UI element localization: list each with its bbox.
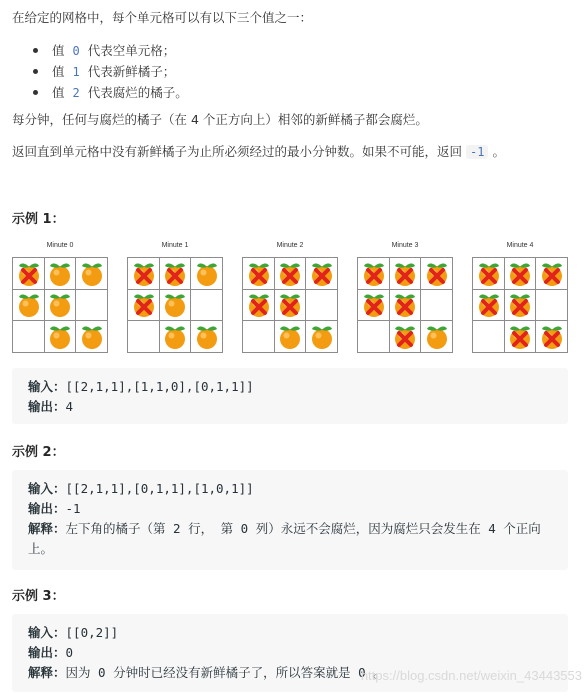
intro-text: 在给定的网格中，每个单元格可以有以下三个值之一： xyxy=(12,10,313,25)
grid-cell xyxy=(473,321,505,353)
grid-cell xyxy=(389,321,421,353)
orange-grid xyxy=(357,257,453,353)
grid-cell xyxy=(504,321,536,353)
grid-cell xyxy=(128,289,160,321)
example-3-heading: 示例 3： xyxy=(12,589,65,604)
minute-panel xyxy=(357,240,463,254)
grid-cell xyxy=(306,289,338,321)
grid-cell xyxy=(358,258,390,290)
grid-cell xyxy=(274,258,306,290)
value-list xyxy=(30,40,188,103)
minute-title: Minute 4 xyxy=(506,242,534,249)
example-1-code: 输入：[[2,1,1],[1,1,0],[0,1,1]] 输出：4 xyxy=(12,368,568,424)
minute-panel xyxy=(242,240,348,254)
minute-title: Minute 0 xyxy=(46,242,74,249)
grid-cell xyxy=(306,321,338,353)
inline-code: 0 xyxy=(72,44,80,58)
grid-cell xyxy=(76,289,108,321)
grid-cell xyxy=(358,321,390,353)
orange-grid xyxy=(242,257,338,353)
grid-cell xyxy=(421,258,453,290)
grid-cell xyxy=(76,258,108,290)
grid-cell xyxy=(159,289,191,321)
grid-cell xyxy=(44,289,76,321)
grid-cell xyxy=(13,258,45,290)
orange-grid xyxy=(127,257,223,353)
grid-cell xyxy=(13,289,45,321)
watermark: https://blog.csdn.net/weixin_43443553 xyxy=(360,668,582,683)
grid-cell xyxy=(536,289,568,321)
grid-cell xyxy=(306,258,338,290)
inline-code: 2 xyxy=(72,86,80,100)
minute-title: Minute 2 xyxy=(276,242,304,249)
grid-cell xyxy=(243,321,275,353)
grid-cell xyxy=(76,321,108,353)
grid-cell xyxy=(358,289,390,321)
grid-cell xyxy=(243,258,275,290)
minute-title: Minute 3 xyxy=(391,242,419,249)
minute-panel xyxy=(12,240,118,254)
minute-panel xyxy=(127,240,233,254)
grid-cell xyxy=(191,289,223,321)
grid-cell xyxy=(421,289,453,321)
example-2-code: 输入：[[2,1,1],[0,1,1],[1,0,1]] 输出：-1 解释：左下角的橘子（第 2 行， 第 0 列）永远不会腐烂，因为腐烂只会发生在 4 个正向上。 xyxy=(12,470,568,570)
grid-cell xyxy=(128,321,160,353)
inline-code: 1 xyxy=(72,65,80,79)
grid-cell xyxy=(274,289,306,321)
grid-cell xyxy=(159,321,191,353)
grid-cell xyxy=(473,289,505,321)
grid-cell xyxy=(389,258,421,290)
list-item: 值 0 代表空单元格； xyxy=(30,40,188,61)
grid-cell xyxy=(421,321,453,353)
grid-cell xyxy=(128,258,160,290)
orange-grid xyxy=(12,257,108,353)
list-item: 值 2 代表腐烂的橘子。 xyxy=(30,82,188,103)
grid-cell xyxy=(159,258,191,290)
grid-cell xyxy=(389,289,421,321)
orange-grid xyxy=(472,257,568,353)
grid-cell xyxy=(13,321,45,353)
rotting-oranges-figure xyxy=(12,240,572,355)
minute-panel xyxy=(472,240,578,254)
grid-cell xyxy=(243,289,275,321)
inline-code: -1 xyxy=(466,145,488,159)
grid-cell xyxy=(504,289,536,321)
return-paragraph: 返回直到单元格中没有新鲜橘子为止所必须经过的最小分钟数。如果不可能，返回 -1 。 xyxy=(12,144,505,159)
list-item: 值 1 代表新鲜橘子； xyxy=(30,61,188,82)
example-2-heading: 示例 2： xyxy=(12,445,65,460)
grid-cell xyxy=(44,258,76,290)
grid-cell xyxy=(473,258,505,290)
grid-cell xyxy=(191,321,223,353)
grid-cell xyxy=(274,321,306,353)
grid-cell xyxy=(44,321,76,353)
example-1-heading: 示例 1： xyxy=(12,212,65,227)
minute-title: Minute 1 xyxy=(161,242,189,249)
grid-cell xyxy=(504,258,536,290)
grid-cell xyxy=(536,321,568,353)
grid-cell xyxy=(191,258,223,290)
rule-paragraph: 每分钟，任何与腐烂的橘子（在 4 个正方向上）相邻的新鲜橘子都会腐烂。 xyxy=(12,112,428,127)
example-3-code: 输入：[[0,2]] 输出：0 解释：因为 0 分钟时已经没有新鲜橘子了，所以答案就是 0 。 xyxy=(12,614,568,692)
grid-cell xyxy=(536,258,568,290)
